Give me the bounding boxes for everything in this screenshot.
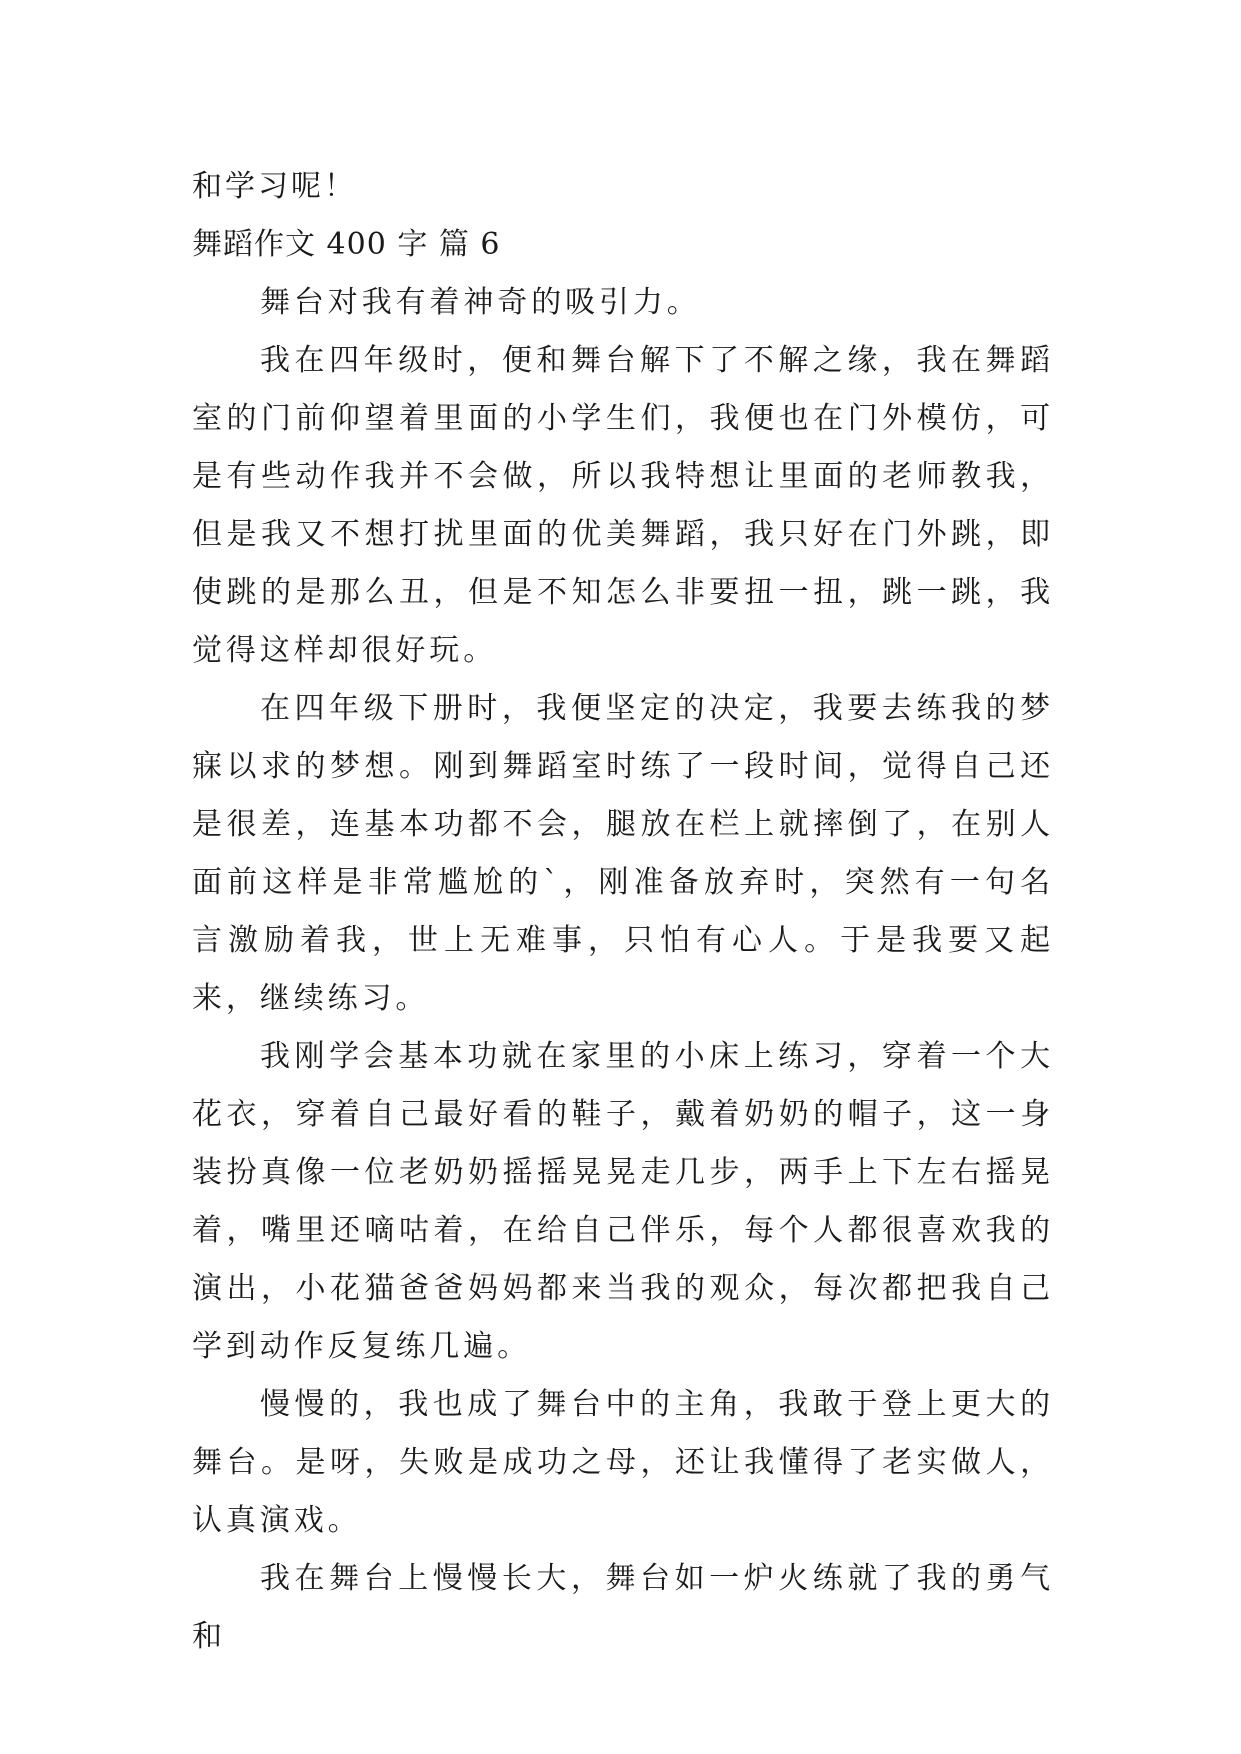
document-body — [192, 158, 1054, 1666]
paragraph: 慢慢的，我也成了舞台中的主角，我敢于登上更大的舞台。是呀，失败是成功之母，还让我懂得了老实做人，认真演戏。 — [192, 1387, 1054, 1538]
paragraph: 我刚学会基本功就在家里的小床上练习，穿着一个大花衣，穿着自己最好看的鞋子，戴着奶奶的帽子，这一身装扮真像一位老奶奶摇摇晃晃走几步，两手上下左右摇晃着，嘴里还嘀咕着，在给自己伴乐，每个人都很喜欢我的演出，小花猫爸爸妈妈都来当我的观众，每次都把我自己学到动作反复练几遍。 — [192, 1039, 1054, 1364]
continuation-text: 和学习呢！ — [192, 169, 357, 204]
essay-heading: 舞蹈作文 400 字 篇 6 — [192, 227, 501, 262]
paragraph: 我在舞台上慢慢长大，舞台如一炉火练就了我的勇气和 — [192, 1561, 1054, 1654]
paragraph: 在四年级下册时，我便坚定的决定，我要去练我的梦寐以求的梦想。刚到舞蹈室时练了一段时间，觉得自己还是很差，连基本功都不会，腿放在栏上就摔倒了，在别人面前这样是非常尴尬的`，刚准备放弃时，突然有一句名言激励着我，世上无难事，只怕有心人。于是我要又起来，继续练习。 — [192, 691, 1054, 1016]
paragraph: 舞台对我有着神奇的吸引力。 — [260, 285, 701, 320]
paragraph: 我在四年级时，便和舞台解下了不解之缘，我在舞蹈室的门前仰望着里面的小学生们，我便也在门外模仿，可是有些动作我并不会做，所以我特想让里面的老师教我，但是我又不想打扰里面的优美舞蹈，我只好在门外跳，即使跳的是那么丑，但是不知怎么非要扭一扭，跳一跳，我觉得这样却很好玩。 — [192, 343, 1054, 668]
